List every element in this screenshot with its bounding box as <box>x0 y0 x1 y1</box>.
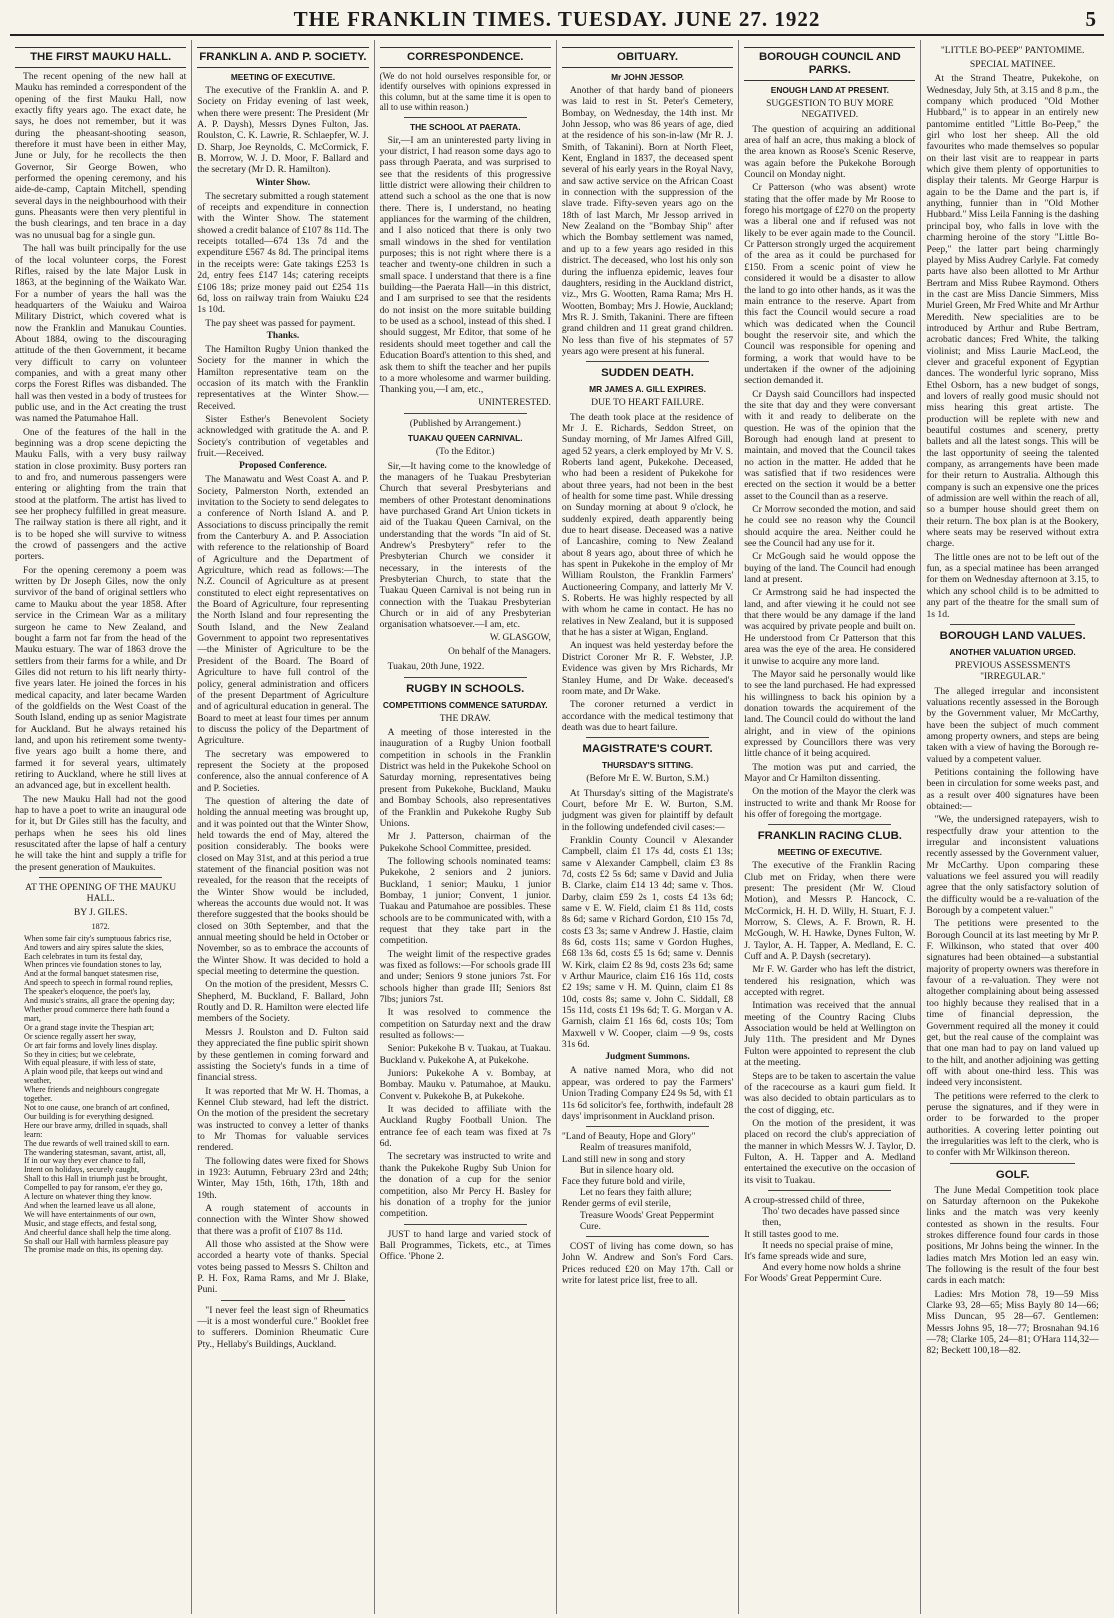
article-subhead: PREVIOUS ASSESSMENTS "IRREGULAR." <box>954 659 1071 683</box>
arrangement-note: (Published by Arrangement.) <box>409 417 521 429</box>
paragraph: The secretary submitted a rough statement of receipts and expenditure in connection with the Winter Show. The statement showed a credit balance of £107 8s 11d. The receipts totalled—674 13s 7d and the expenditure £567 4s 8d. The principal items in the receipts were: Gate takings £253 1s 2d, entry fees £147 14s; catering receipts £106 18s; prize money paid out £254 11s 6d, loss on railway train from Waiuku £24 1s 10d. <box>197 190 369 316</box>
poem-line: When some fair city's sumptuous fabrics rise, <box>24 933 172 943</box>
divider <box>950 1163 1074 1164</box>
column-6 <box>921 40 1103 1614</box>
paragraph: Cr Daysh said Councillors had inspected the site that day and they were conversant with it and ready to deliberate on the question. He was of the opinion that the Borough had enough land at present to maintain, and moved that the Council takes no action in the matter. He added that he was satisfied that if two residences were erected on the section it would be a better asset to the Council than as a reserve. <box>744 388 916 502</box>
divider <box>404 413 527 414</box>
to-editor-note: (To the Editor.) <box>435 446 495 458</box>
article-headline: OBITUARY. <box>562 47 733 68</box>
newspaper-columns <box>10 40 1104 1614</box>
paragraph: At Thursday's sitting of the Magistrate's Court, before Mr E. W. Burton, S.M. judgment was given for plaintiff by default in the following undefended civil cases:— <box>561 787 734 833</box>
advertisement: "I never feel the least sign of Rheumatics—it is a most wonderful cure." Booklet free to sufferers. Dominion Rheumatic Cure Pty., Hellaby's Buildings, Auckland. <box>197 1304 369 1350</box>
poem-line: And at the formal banquet statesmen rise, <box>24 969 159 979</box>
verse-line: A croup-stressed child of three, <box>744 1194 865 1206</box>
poem-title: AT THE OPENING OF THE MAUKU HALL. <box>25 882 177 905</box>
paragraph: The weight limit of the respective grades was fixed as follows:—For schools grade III and under; Seniors 9 stone juniors 7st. For schools higher than grade III; Seniors 8st 7lbs; juniors 7st. <box>379 948 551 1005</box>
verse-line: Realm of treasures manifold, <box>579 1142 692 1154</box>
article-subhead: SPECIAL MATINEE. <box>969 59 1056 70</box>
paragraph: The death took place at the residence of Mr J. E. Richards, Seddon Street, on Sunday morning, of Mr James Alfred Gill, aged 52 years, a clerk employed by Mr V. S. Roberts land agent, Pukekohe. Deceased, who had been a resident of Pukekohe for about three years, had not been in the best of health for some time past. While dressing on Sunday morning at about 9 o'clock, he suddenly expired, death apparently being due to heart disease. Deceased was a native of Lancashire, coming to New Zealand about 8 years ago, about three of which he has spent in Pukekohe in the employ of Mr William Roulston, the Franklin Farmers' Auctioneering Company, and latterly Mr V. S. Roberts. He was highly respected by all with whom he came in contact. He has no relatives in New Zealand, but it is supposed that he has a sister at Wigan, England. <box>561 411 734 639</box>
paragraph: Sir,—It having come to the knowledge of the managers of he Tuakau Presbyterian Church that several Presbyterians and members of other Protestant denominations have purchased Grand Art Union tickets in aid of the Tuakau Queen Carnival, on the understanding that the words "In aid of St. Andrew's Presbytery" refer to the Presbyterian Church we consider it necessary, in the interests of the Presbyterian Church, to state that the Tuakau Queen Carnival is not being run in connection with the Tuakau Presbyterian Church or in aid of any Presbyterian organisation whatsoever.—I am, etc. <box>379 460 551 631</box>
paragraph: It was decided to affiliate with the Auckland Rugby Football Union. The entrance fee of each team was fixed at 7s 6d. <box>379 1104 551 1150</box>
poem-lines <box>15 935 186 1256</box>
paragraph: Petitions containing the following have been in circulation for some weeks past, and as a result over 400 signatures have been obtained:— <box>926 766 1099 812</box>
poem-line: And speech to speech in formal round replies, <box>24 978 173 988</box>
paragraph: The new Mauku Hall had not the good hap to have a poet to write an inaugural ode for it, but Dr Giles still has the faculty, and perhaps when he sees his old lines resuscitated after the lapse of half a century he will take the hint and supply a trifle for the present generation of Maukuites. <box>15 793 187 873</box>
column-5 <box>739 40 921 1614</box>
paragraph: One of the features of the hall in the beginning was a drop scene depicting the Mauku Falls, with a very busy railway station in close proximity. Busy porters ran to and fro, and numerous passengers were entering or alighting from the train that stood at the platform. The artist has lived to see her prophecy fulfilled in great measure. The railway station is there all right, and it is to be hoped she will survive to witness the crowd of passengers and the active porters. <box>15 426 187 563</box>
poem-line: Or science regally assert her sway, <box>24 1031 136 1041</box>
paragraph: The pay sheet was passed for payment. <box>205 317 356 329</box>
poem-line: Where friends and neighbours congregate together. <box>24 1085 160 1104</box>
poem-line: So they in cities; but we celebrate, <box>24 1049 136 1059</box>
paragraph: The alleged irregular and inconsistent valuations recently assessed in the Borough by the Government valuer, Mr McCarthy, have been the subject of much comment among property owners, and steps are being taken with a view of having the Borough re-valued by a competent valuer. <box>926 685 1099 765</box>
section-head: Proposed Conference. <box>239 461 327 472</box>
paragraph: Cr Armstrong said he had inspected the land, and after viewing it he could not see that there would be any damage if the land was acquired by private people and built on. He understood from Cr Patterson that this area was the eye of the area. He considered it unwise to acquire any more land. <box>744 587 916 667</box>
paragraph: The recent opening of the new hall at Mauku has reminded a correspondent of the opening of the first Mauku Hall, now exactly fifty years ago. The exact date, he says, he does not remember, but it was during the pheasant-shooting season, therefore it must have been in either May, June or July, for he recollects the then Governor, Sir George Bowen, who performed the opening ceremony, and his aide-de-camp, Captain Mitchell, spending several days in the neighbourhood with their guns. Pheasants were then very plentiful in the bush clearings, and ten brace in a day was no unusual bag for a single gun. <box>15 71 187 241</box>
article-subhead: THE DRAW. <box>439 712 491 724</box>
poem-line: Our building is for everything designed. <box>24 1111 154 1121</box>
paragraph: The coroner returned a verdict in accordance with the medical testimony that death was due to heart failure. <box>561 699 734 733</box>
article-headline: "LITTLE BO-PEEP" PANTOMIME. <box>940 45 1085 56</box>
verse-line: Render germs of evil sterile, <box>561 1198 671 1210</box>
verse-line: "Land of Beauty, Hope and Glory" <box>561 1131 696 1143</box>
verse-line: And every home now holds a shrine <box>762 1262 901 1274</box>
court-bench: (Before Mr E. W. Burton, S.M.) <box>586 773 709 785</box>
poem-line: Or a grand stage invite the Thespian art; <box>24 1022 154 1032</box>
divider <box>586 737 709 738</box>
paragraph: On the motion of the Mayor the clerk was instructed to write and thank Mr Roose for his offer of foregoing the mortgage. <box>744 786 916 820</box>
paragraph: It was resolved to commence the competition on Saturday next and the draw resulted as follows:— <box>379 1007 551 1042</box>
paragraph: At the Strand Theatre, Pukekohe, on Wednesday, July 5th, at 3.15 and 8 p.m., the company which produced "Old Mother Hubbard," is to appear in an entirely new pantomime entitled "Little Bo-Peep," the girl who lost her sheep. All the old favourites who made themselves so popular on their last visit are to reappear in parts which give them plenty of opportunities to display their talents. Mr George Harpur is again to be the Dame and the part is, if anything, funnier than in "Old Mother Hubbard." Miss Leila Fanning is the dashing principal boy, who falls in love with the charming heroine of the story "Little Bo-Peep," the latter part being charmingly played by Miss Audrey Carlyle. Fat comedy parts have also been allotted to Mr Arthur Bertram and Miss Rubee Raymond. Others in the cast are Miss Dancie Simmers, Miss Muriel Green, Mr Fred White and Mr Arthur Meredith. New specialities are to be introduced by Arthur and Rube Bertram, acrobatic dances; Fred White, the talking violinist; and Miss Laurie MacLeod, the clever and graceful exponent of Egyptian dances. The wonderful lyric soprano, Miss Ethel Osborn, has a new budget of songs, and lovers of really good music should not miss hearing this great artiste. The production will be replete with new and beautiful costumes and scenery, pretty ballets and all the latest songs. This will be the last opportunity of seeing the talented company, as arrangements have been made for their return to Australia. Although this company is such an expensive one the prices of admission are well within the reach of all, so a bumper house should greet them on their return. The box plan is at the Bookery, where seats may be reserved without extra charge. <box>926 73 1099 550</box>
section-head: Winter Show. <box>255 177 311 188</box>
verse-line: Treasure Woods' Great Peppermint Cure. <box>579 1209 714 1232</box>
paragraph: The petitions were presented to the Borough Council at its last meeting by Mr P. F. Wilkinson, who stated that over 400 signatures had been obtained—a substantial majority of property owners was therefore in favour of a re-valuation. They were not altogether complaining about being assessed too highly because they realised that in a time of financial depression, the Government required all the money it could get, but the real cause of the complaint was that one man had to pay on land valued up to the hilt, and another adjoining was getting off with about one-third less. This was indeed very inconsistent. <box>926 918 1099 1089</box>
paragraph: Steps are to be taken to ascertain the value of the racecourse as a kauri gum field. It was also decided to obtain particulars as to the cost of digging, etc. <box>744 1070 916 1116</box>
paragraph: The following schools nominated teams: Pukekohe, 2 seniors and 2 juniors. Buckland, 1 senior; Mauku, 1 junior Bombay, 1 junior; Convent, 1 junior. Tuakau and Patumahoe are possibles. These schools are to be communicated with, with a request that they take part in the competition. <box>379 855 551 947</box>
paragraph: Mr J. Patterson, chairman of the Pukekohe School Committee, presided. <box>379 831 551 854</box>
page-number: 5 <box>1085 7 1096 31</box>
article-subhead: MEETING OF EXECUTIVE. <box>777 847 882 858</box>
column-3 <box>375 40 557 1614</box>
paragraph: Sister Esther's Benevolent Society acknowledged with gratitude the A. and P. Society's contribution of vegetables and fruit.—Received. <box>197 413 369 459</box>
poem-line: The promise made on this, its opening day. <box>24 1245 164 1255</box>
paragraph: The petitions were referred to the clerk to peruse the signatures, and if they were in order to be forwarded to the proper authorities. A covering letter pointing out the irregularities was left to the clerk, who is to confer with Mr Wilkinson thereon. <box>926 1090 1099 1159</box>
paragraph: The Mayor said he personally would like to see the land purchased. He had expressed his willingness to back his opinion by a donation towards the acquirement of the land. The Council could do without the land alright, and in view of the opinions expressed by Councillors there was very little chance of it being acquired. <box>744 668 916 760</box>
poem-line: Each celebrates in turn its festal day, <box>24 951 143 961</box>
divider <box>404 117 527 118</box>
paragraph: Ladies: Mrs Motion 78, 19—59 Miss Clarke 93, 28—65; Miss Bayly 80 14—66; Miss Duncan, 95 28—67. Gentlemen: Messrs Johns 95, 18—77; Brosnahan 94.16—78; Clarke 105, 24—81; O'Hara 114,32—82; Beckett 100,18—82. <box>926 1288 1099 1357</box>
paragraph: All those who assisted at the Show were accorded a hearty vote of thanks. Special votes being passed to Messrs S. Chilton and P. H. Fox, Rama Rams, and Mr J. Blake, Puni. <box>197 1239 369 1296</box>
paragraph: Cr McGough said he would oppose the buying of the land. The Council had enough land at present. <box>744 551 916 586</box>
poem-line: And when the learned leave us all alone, <box>24 1200 156 1210</box>
poem-line: Compelled to pay for ransom, e'er they go, <box>24 1183 163 1193</box>
poem-line: Not to one cause, one branch of art confined, <box>24 1102 170 1112</box>
poem-line: And cheerful dance shall help the time along. <box>24 1227 171 1237</box>
poem-line: Whether proud commerce there hath found a mart, <box>24 1005 170 1023</box>
poem-line: When princes vie foundation stones to lay, <box>24 960 162 970</box>
advertisement: JUST to hand large and varied stock of Ball Programmes, Tickets, etc., at Times Office. 'Phone 2. <box>379 1228 551 1263</box>
article-subhead: DUE TO HEART FAILURE. <box>591 397 704 409</box>
article-headline: SUDDEN DEATH. <box>601 367 694 380</box>
poem-line: If in our way they ever chance to fall, <box>24 1156 146 1166</box>
poem-line: Intent on holidays, securely caught, <box>24 1165 140 1175</box>
letter-signature: W. GLASGOW, <box>489 632 551 643</box>
paragraph: A native named Mora, who did not appear, was ordered to pay the Farmers' Union Trading Company £24 9s 5d, with £1 11s 6d solicitor's fee, forthwith, indefault 28 days' imprisonment in Auckland prison. <box>561 1065 734 1122</box>
paragraph: Intimation was received that the annual meeting of the Country Racing Clubs Association would be held at Wellington on July 11th. The president and Mr Dynes Fulton were appointed to represent the club at the meeting. <box>744 1000 916 1069</box>
article-subhead: MEETING OF EXECUTIVE. <box>230 72 336 82</box>
paragraph: The motion was put and carried, the Mayor and Cr Hamilton dissenting. <box>744 761 916 784</box>
article-subhead: SUGGESTION TO BUY MORE NEGATIVED. <box>766 98 894 121</box>
section-head: Judgment Summons. <box>605 1052 690 1063</box>
letter-dateline: Tuakau, 20th June, 1922. <box>387 661 485 673</box>
article-headline: FRANKLIN RACING CLUB. <box>757 830 902 843</box>
paragraph: The question of acquiring an additional area of half an acre, thus making a block of the area known as Roose's Scenic Reserve, was again before the Pukekohe Borough Council on Monday night. <box>744 123 916 181</box>
paragraph: An inquest was held yesterday before the District Coroner Mr R. F. Webster, J.P. Evidence was given by Mrs Richards, Mr Stanley Hume, and Dr Wake. deceased's room mate, and Dr Wake. <box>561 640 734 697</box>
verse-line: It's fame spreads wide and sure, <box>744 1250 867 1262</box>
article-subhead: COMPETITIONS COMMENCE SATURDAY. <box>382 699 548 710</box>
masthead <box>10 4 1104 36</box>
paragraph: The Hamilton Rugby Union thanked the Society for the manner in which the Hamilton representative team on the occasion of its match with the Franklin representatives at the Winter Show.—Received. <box>197 343 369 412</box>
paragraph: Cr Patterson (who was absent) wrote stating that the offer made by Mr Roose to forego his mortgage of £270 on the property was a liberal one and if refused was not likely to be ever again made to the Council. Cr Patterson strongly urged the acquirement of the area as it could be purchased for £150. From a scenic point of view he considered it would be a disaster to allow the land to go into other hands, as it was the main entrance to the reserve. Apart from this fact the Council would secure a road which was dedicated when the Council bought the reservoir site, and which the Council was responsible for opening and forming, a work that would have to be undertaken if the owner of the adjoining section demanded it. <box>744 182 916 387</box>
poem-line: The wandering statesman, savant, artist, all, <box>24 1147 166 1157</box>
article-headline: MAGISTRATE'S COURT. <box>582 743 713 756</box>
column-1 <box>10 40 192 1614</box>
paragraph: For the opening ceremony a poem was written by Dr Joseph Giles, now the only survivor of the band of original settlers who came to Mauku about the year 1858. After service in the Crimean War as a military surgeon he came to New Zealand, and bought a farm not far from the head of the Mauku estuary. The war of 1863 drove the settlers from their farms for a while, and Dr Giles did not return to his lift nearly thirty-five years later. He joined the forces in his medical capacity, and later became Warden of the goldfields on the West Coast of the South Island, ending up as senior Magistrate for Auckland. But he always retained his land, and upon his retirement some twenty-five years ago built a home there, and farmed it for several years, ultimately retiring to Auckland, where he still lives at an advanced age, but in excellent health. <box>15 564 187 792</box>
paragraph: A meeting of those interested in the inauguration of a Rugby Union football competition in schools in the Franklin District was held in the Pukekohe School on Saturday morning, representatives being present from Pukekohe, Buckland, Mauku and Bombay Schools, also representatives of the Franklin and Pukekohe Rugby Sub Unions. <box>379 727 551 829</box>
letter-signature: UNINTERESTED. <box>478 397 551 408</box>
poem-line: The due rewards of well trained skill to earn. <box>24 1138 170 1148</box>
divider <box>404 1224 527 1225</box>
divider <box>586 361 709 362</box>
column-4 <box>557 40 739 1614</box>
poem-line: Shall to this Hall in triumph just be brought, <box>24 1174 168 1184</box>
article-headline: CORRESPONDENCE. <box>380 47 551 68</box>
verse-line: Tho' two decades have passed since then, <box>762 1206 900 1229</box>
paragraph: "We, the undersigned ratepayers, wish to respectfully draw your attention to the irregular and inconsistent valuations recently assessed by the Government valuer, Mr McCarthy. Upon comparing these valuations we feel assured you will readily agree that the only satisfactory solution of the difficulty would be a re-valuation of the Borough by a competent valuer." <box>926 814 1099 917</box>
poem-line: Music, and stage effects, and festal song, <box>24 1218 157 1228</box>
newspaper-title: THE FRANKLIN TIMES. TUESDAY. JUNE 27. 1922 <box>293 7 821 31</box>
paragraph: The Manawatu and West Coast A. and P. Society, Palmerston North, extended an invitation to the Society to send delegates to a conference of North Island A. and P. Associations to discuss principally the remit from the Canterbury A. and P. Association with reference to the relationship of Board of Agriculture and the Department of Agriculture, which read as follows:—The N.Z. Council of Agriculture as at present constituted to elect eight representatives on the Board of Agriculture, four representing the North Island and four representing the South Island, and the New Zealand Government to appoint two representatives—the Minister of Agriculture to be the President of the Board. The Board of Agriculture to have full control of the policy, general administration and officers of the present Department of Agriculture and of agricultural education in general. The Board to meet at least four times per annum to discuss the policy of the Department of Agriculture. <box>197 474 369 747</box>
verse-line: But in silence hoary old. <box>579 1164 674 1176</box>
poem-line: Here our brave army, drilled in squads, shall learn: <box>24 1120 168 1139</box>
article-headline: BOROUGH COUNCIL AND PARKS. <box>744 47 915 81</box>
poem-line: A plain wood pile, that keeps out wind and weather, <box>24 1067 163 1086</box>
divider <box>586 1126 709 1127</box>
article-headline: RUGBY IN SCHOOLS. <box>406 682 525 695</box>
paragraph: On the motion of the president, it was placed on record the club's appreciation of the manner in which Messrs W. J. Taylor, D. Fulton, A. H. Tapper and A. Medland entertained the executive on the occasion of its visit to Tuakau. <box>744 1117 916 1186</box>
paragraph: Senior: Pukekohe B v. Tuakau, at Tuakau. Buckland v. Pukekohe A, at Pukekohe. <box>379 1043 551 1066</box>
divider <box>950 624 1074 625</box>
article-headline: THE FIRST MAUKU HALL. <box>15 47 186 68</box>
paragraph: Cr Morrow seconded the motion, and said he could see no reason why the Council should acquire the area. Neither could he see the Council had any use for it. <box>744 504 916 550</box>
verse-line: Land still new in song and story <box>561 1153 685 1165</box>
paragraph: The following dates were fixed for Shows in 1923: Autumn, February 23rd and 24th; Winter, May 15th, 16th, 17th, 18th and 19th. <box>197 1155 369 1201</box>
paragraph: The June Medal Competition took place on Saturday afternoon on the Pukekohe links and the match was very keenly contested as shown in the results. Four strokes difference found four cards in those positions, Mr Johns being the winner. In the ladies match Mrs Motion led an easy win. The following is the result of the four best cards in each match: <box>926 1184 1099 1287</box>
article-subhead: ANOTHER VALUATION URGED. <box>949 646 1076 657</box>
paragraph: A rough statement of accounts in connection with the Winter Show showed that there was a profit of £107 8s 11d. <box>197 1202 369 1237</box>
verse-advertisement <box>562 1131 733 1232</box>
paragraph: The executive of the Franklin A. and P. Society on Friday evening of last week, when there were present: The President (Mr A. P. Daysh), Messrs Dynes Fulton, Jas. Roulston, C. K. Lawrie, R. Schlaepfer, W. J. D. Sharp, Joe Reynolds, C. McCormick, F. B. Morrow, W. J. D. Moor, F. Ballard and the secretary (Mr D. R. Hamilton). <box>197 85 369 176</box>
divider <box>768 1190 891 1191</box>
poem-line: So shall our Hall with harmless pleasure pay <box>24 1236 169 1246</box>
poem-author: BY J. GILES. <box>73 907 128 919</box>
poem-line: Or art fair forms and lovely lines display. <box>24 1040 158 1050</box>
article-headline: GOLF. <box>995 1168 1030 1181</box>
paragraph: The secretary was empowered to represent the Society at the proposed conference, also the annual conference of A and P. Societies. <box>197 748 369 794</box>
article-headline: BOROUGH LAND VALUES. <box>939 629 1086 642</box>
paragraph: The secretary was instructed to write and thank the Pukekohe Rugby Sub Union for the donation of a cup for the senior competition, also Mr Percy H. Basley for his donation of a trophy for the junior competition. <box>379 1151 551 1220</box>
divider <box>586 1236 709 1237</box>
paragraph: Sir,—I am an uninterested party living in your district, I had reason some days ago to pass through Paerata, and was surprised to see that the residents of this progressive little district were allowing their children to attend such a school as the one that is now there. There is, I understand, no heating appliances for the warming of the children, and I also noticed that there is only two small windows in the shed for ventilation purposes; this is not right where there is a teacher and twenty-one children in such a small space. I understand that there is a fine building—the Paerata Hall—in this district, and I am surprised to see that the residents do not insist on the more suitable building to be used as a school, instead of this shed. I should suggest, Mr Editor, that some of he residents should meet together and call the Education Board's attention to this shed, and ask them to shift the teacher and her pupils to a more wholesome and warmer building. Thanking you,—I am, etc., <box>379 134 551 396</box>
verse-line: It needs no special praise of mine, <box>762 1239 893 1251</box>
paragraph: Juniors: Pukekohe A v. Bombay, at Bombay. Mauku v. Patumahoe, at Mauku. Convent v. Pukekohe B, at Pukekohe. <box>379 1068 551 1102</box>
advertisement: COST of living has come down, so has John W. Andrew and Son's Ford Cars. Prices reduced £20 on May 17th. Call or write for latest price list, free to all. <box>561 1241 734 1287</box>
paragraph: The question of altering the date of holding the annual meeting was brought up, and it was pointed out that the Winter Show, held towards the end of May, altered the position considerably. The books were closed on May 31st, and at this period a true statement of the financial position was not revealed, for the reason that the receipts of the Winter Show would be included, whereas the accounts due would not. It was therefore suggested that the books should be closed on 30th September, and that the annual meeting should be held in October or November, so as to embrace the accounts of the Winter Show. It was decided to hold a special meeting to determine the question. <box>197 795 369 978</box>
divider <box>404 677 527 678</box>
paragraph: The executive of the Franklin Racing Club met on Friday, when there were present: The president (Mr W. Cloud Motion), and Messrs P. Hancock, C. McCormick, H. H. D. Willy, H. Stuart, F. J. Morrow, S. Clews, A. F. Brown, R. H. McGough, W. H. Hawke, Dynes Fulton, W. J. Taylor, A. H. Tapper, A. Medland, E. C. Cuff and A. P. Daysh (secretary). <box>744 860 916 963</box>
article-subhead: MR JAMES A. GILL EXPIRES. <box>589 384 706 395</box>
verse-line: Face they future bold and virile, <box>561 1176 685 1187</box>
letter-signature-role: On behalf of the Managers. <box>448 647 551 658</box>
poem-line: And towers and airy spires salute the skies, <box>24 942 164 952</box>
section-head: Thanks. <box>266 330 300 341</box>
poem-line: With equal pleasure, if with less of state, <box>24 1058 156 1068</box>
divider <box>221 1300 344 1301</box>
poem-line: A lecture on whatever thing they know. <box>24 1192 152 1202</box>
paragraph: Messrs J. Roulston and D. Fulton said they appreciated the fine public spirit shown by these gentlemen in coming forward and assisting the Society's funds in a time of financial stress. <box>197 1026 369 1084</box>
article-subhead: THURSDAY'S SITTING. <box>602 760 694 771</box>
paragraph: The hall was built principally for the use of the local volunteer corps, the Forest Rifles, raised by the late Major Lusk in 1863, at the beginning of the Waikato War. For a number of years the hall was the headquarters of the Waiuku and Wairoa Military District, which covered what is now the Franklin and Manukau Counties. About 1884, owing to the discouraging attitude of the then Government, it became very difficult to carry on volunteer companies, and with a great many other corps the Forest Rifles was disbanded. The hall was then vested in a body of trustees for public use, and in the Act creating the trust was named the Patumahoe Hall. <box>15 243 187 425</box>
paragraph: Franklin County Council v Alexander Campbell, claim £1 17s 4d, costs £1 13s; same v Alexander Campbell, claim £3 8s 7d, costs £2 5s 6d; same v David and Julia B. Clarke, claim £14 13 4d; same v. Thos. Darby, claim £59 2s 1, costs £4 13s 6d; same v E. W. Field, claim £1 8s 11d, costs 8s 6d; same v Richard Gordon, £10 15s 7d, costs £3 3s; same v Andrew J. Hastie, claim 8s 6d, costs 11s; same v Gordon Hughes, £68 13s 6d, costs £5 1s 6d; same v. Dennis W. Kirk, claim £2 8s 9d, costs 23s 6d; same v Arthur Maurice, claim £16 16s 11d, costs £2 19s; same v H. M. Quinn, claim £1 8s 10d, costs 8s; same v. John C. Siddall, £8 15s 11d, costs £1 19s 6d; T. G. Morgan v A. Garnish, claim £1 16s 6d, costs 10s; Tom Maxwell v W. Cooper, claim —9 9s, costs 31s 6d. <box>561 834 734 1051</box>
paragraph: The little ones are not to be left out of the fun, as a special matinee has been arranged for them on Wednesday afternoon at 3.15, to which any school child is to be admitted to any part of the theatre for the small sum of 1s 1d. <box>926 551 1099 620</box>
verse-line: It still tastes good to me. <box>744 1228 839 1240</box>
paragraph: On the motion of the president, Messrs C. Shepherd, M. Buckland, F. Ballard, John Routly and D. R. Hamilton were elected life members of the Society. <box>197 979 369 1025</box>
poem-year: 1872. <box>91 922 110 932</box>
article-subhead: ENOUGH LAND AT PRESENT. <box>770 85 889 95</box>
editorial-note: (We do not hold ourselves responsible for, or identify ourselves with opinions expressed in this column, but at the same time it is open to all to use within reason.) <box>379 71 551 113</box>
verse-line: Let no fears they faith allure; <box>579 1187 692 1199</box>
verse-advertisement <box>744 1195 915 1285</box>
divider <box>39 877 162 878</box>
verse-line: For Woods' Great Peppermint Cure. <box>744 1273 882 1285</box>
poem-line: And music's strains, all grace the opening day; <box>24 996 175 1006</box>
letter-headline: TUAKAU QUEEN CARNIVAL. <box>407 433 523 444</box>
poem-line: We will have entertainments of our own, <box>24 1209 156 1219</box>
article-headline: FRANKLIN A. AND P. SOCIETY. <box>197 47 368 68</box>
paragraph: Another of that hardy band of pioneers was laid to rest in St. Peter's Cemetery, Bombay, on Wednesday, the 14th inst. Mr John Jessop, who was 86 years of age, died at the residence of his son-in-law (Mr R. J. Smith, of Takanini). Born at North Fleet, Kent, England in 1837, the deceased spent several of his early years in the Royal Navy, and saw active service on the African Coast in connection with the suppression of the slave trade. Fifty-seven years ago on the 18th of last March, Mr Jessop arrived in New Zealand on the "Bombay Ship" after which the Bombay settlement was named, and up to a few years ago resided in this district. The deceased, who lost his only son during the influenza epidemic, leaves four daughters, residing in the Auckland district, viz., Mrs G. Wootten, Rama Rama; Mrs H. Wootten, Bombay; Mrs J. Howie, Auckland; Mrs R. J. Smith, Takanini. There are fifteen grand children and 11 great grand children. No less than five of his stepmates of 57 years ago were present at his funeral. <box>561 85 734 357</box>
paragraph: It was reported that Mr W. H. Thomas, a Kennel Club steward, had left the district. On the motion of the president the secretary was instructed to convey a letter of thanks to Mr Thomas for valuable services rendered. <box>197 1085 369 1154</box>
article-subhead: Mr JOHN JESSOP. <box>611 72 684 82</box>
article-body <box>15 71 186 873</box>
column-2 <box>192 40 374 1614</box>
letter-headline: THE SCHOOL AT PAERATA. <box>409 121 521 132</box>
poem-line: The speaker's eloquence, the poet's lay, <box>24 987 151 997</box>
paragraph: Mr F. W. Garder who has left the district, tendered his resignation, which was accepted with regret. <box>744 964 916 999</box>
divider <box>768 824 891 825</box>
